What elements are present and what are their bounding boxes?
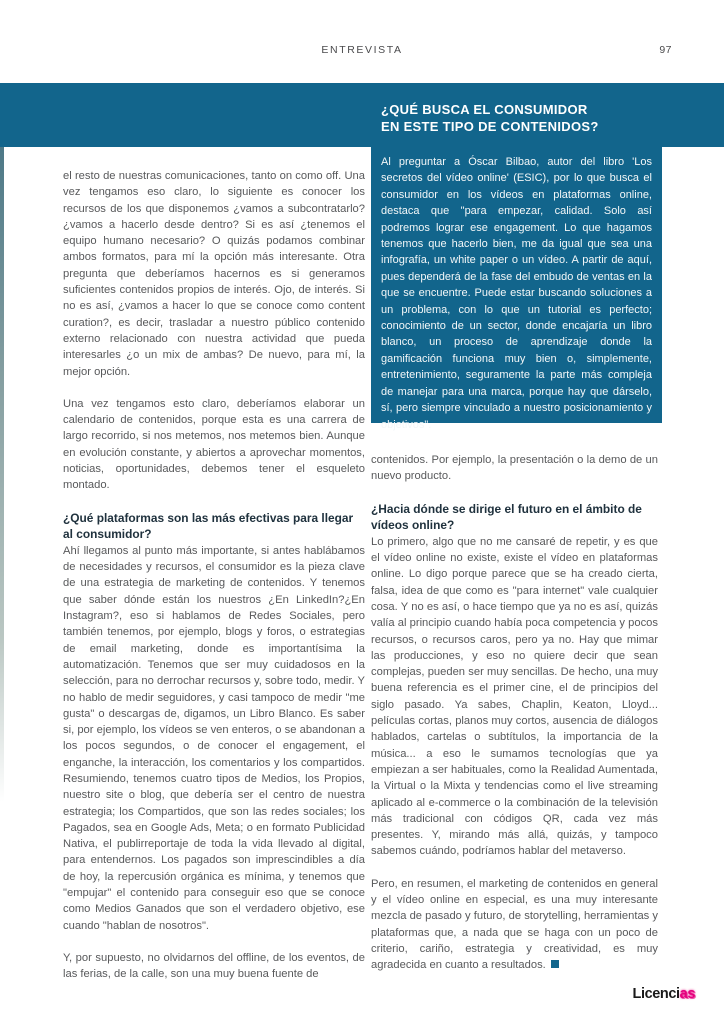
right-column xyxy=(371,452,658,990)
right-paragraph-3 xyxy=(371,876,658,974)
feature-box-title-line1: ¿QUÉ BUSCA EL CONSUMIDOR xyxy=(381,102,588,117)
left-paragraph-2: Una vez tengamos esto claro, deberíamos elaborar un calendario de contenidos, porque esta es una carrera de largo recorrido, si nos metemos, nos metemos bien. Aunque en evolución constante, y abiertos a aprovechar momentos, noticias, oportunidades, debemos tener el esqueleto montado. xyxy=(63,397,365,492)
page-edge-shadow xyxy=(0,147,4,802)
question-future: ¿Hacia dónde se dirige el futuro en el ámbito de vídeos online? xyxy=(371,501,642,533)
magazine-logo xyxy=(632,986,695,1002)
section-label: ENTREVISTA xyxy=(321,44,403,56)
page-number: 97 xyxy=(659,44,672,56)
left-paragraph-3: Ahí llegamos al punto más importante, si antes hablábamos de necesidades y recursos, el consumidor es la pieza clave de una estrategia de marketing de contenidos. Y tenemos que saber dónde están los nuestros ¿En LinkedIn?¿En Instagram?, eso si hablamos de Redes Sociales, pero también tenemos, por ejemplo, blogs y foros, o estrategias de email marketing, donde es importantísima la automatización. Tenemos que ser muy cuidadosos en la selección, para no derrochar recursos y, sobre todo, medir. Y no hablo de medir seguidores, y casi tampoco de medir "me gusta" o descargas de, digamos, un Libro Blanco. Es saber si, por ejemplo, los vídeos se ven enteros, o se abandonan a los pocos segundos, o de conocer el engagement, el enganche, la interacción, los comentarios y los compartidos. Resumiendo, tenemos cuatro tipos de Medios, los Propios, nuestro site o blog, que debería ser el centro de nuestra estrategia; los Compartidos, que son las redes sociales; los Pagados, sea en Google Ads, Meta; o en formato Publicidad Nativa, el publirreportaje de toda la vida llevado al digital, para entendernos. Los pagados son imprescindibles a día de hoy, la repercusión orgánica es mínima, y tenemos que "empujar" el contenido para conseguir eso que se conoce como Medios Ganados que son el verdadero objetivo, ese cuando "hablan de nosotros". xyxy=(63,544,365,932)
closing-paragraph-text: Pero, en resumen, el marketing de contenidos en general y el vídeo online en especial, es una muy interesante mezcla de pasado y futuro, de storytelling, herramientas y plataformas que, a nada que se haga con un poco de criterio, cariño, estrategia y creatividad, es muy agradecida en cuanto a resultados. xyxy=(371,877,658,972)
logo-text-black: Licenci xyxy=(632,986,680,1002)
left-paragraph-1: el resto de nuestras comunicaciones, tanto on como off. Una vez tengamos eso claro, lo siguiente es conocer los recursos de los que disponemos ¿vamos a subcontratarlo? ¿vamos a hacerlo desde dentro? Si es así ¿tenemos el equipo humano necesario? O quizás podamos combinar ambos formatos, para mí la opción más interesante. Otra pregunta que deberíamos hacernos es si generamos suficientes contenidos propios de interés. Ojo, de interés. Si no es así, ¿vamos a hacer lo que se conoce como content curation?, es decir, trasladar a nuestro público contenido externo relacionado con nuestra actividad que pueda interesarles ¿o un mix de ambas? De nuevo, para mí, la mejor opción. xyxy=(63,170,365,378)
left-column xyxy=(63,168,365,999)
question-platforms: ¿Qué plataformas son las más efectivas para llegar al consumidor? xyxy=(63,510,354,542)
feature-box-body: Al preguntar a Óscar Bilbao, autor del libro 'Los secretos del vídeo online' (ESIC), por lo que busca el consumidor en los vídeos en plataformas online, destaca que "para empezar, calidad. Solo así podremos lograr ese engagement. Lo que hagamos tenemos que hacerlo bien, me da igual que sea una infografía, un white paper o un vídeo. A partir de aquí, pues dependerá de la fase del embudo de ventas en la que se encuentre. Puede estar buscando soluciones a un problema, con lo que un tutorial es perfecto; conocimiento de un sector, donde encajaría un libro blanco, un proceso de aprendizaje donde la gamificación funciona muy bien o, simplemente, entretenimiento, seguramente la parte más compleja de manejar para una marca, porque hay que dárselo, sí, pero siempre vinculado a nuestro posicionamiento y objetivos". xyxy=(381,156,652,431)
right-paragraph-2: Lo primero, algo que no me cansaré de repetir, y es que el vídeo online no existe, existe el vídeo en plataformas online. Lo digo porque parece que se ha creado cierta, falsa, idea de que como es "para internet" vale cualquier cosa. Y no es así, o hace tiempo que ya no es así, quizás valía al principio cuando había poca competencia y pocos recursos, o recursos caros, pero ya no. Hay que mimar las producciones, y eso no quiere decir que sean complejas, pueden ser muy sencillas. De hecho, una muy buena referencia es el primer cine, el de principios del siglo pasado. Ya sabes, Chaplin, Keaton, Lloyd... películas cortas, planos muy cortos, ausencia de diálogos hablados, cartelas o subtítulos, la importancia de la música... a eso le sumamos tecnologías que ya empiezan a ser habituales, como la Realidad Aumentada, la Virtual o la Mixta y tendencias como el live streaming aplicado al e-commerce o la combinación de la televisión más tradicional con códigos QR, cada vez más presentes. Y, mirando más allá, quizás, y tampoco sabemos cuándo, podríamos hablar del metaverso. xyxy=(371,535,658,858)
right-paragraph-1: contenidos. Por ejemplo, la presentación o la demo de un nuevo producto. xyxy=(371,454,658,483)
feature-box-title-line2: EN ESTE TIPO DE CONTENIDOS? xyxy=(381,119,599,134)
feature-box-title xyxy=(381,101,652,135)
left-paragraph-4: Y, por supuesto, no olvidarnos del offline, de los eventos, de las ferias, de la calle, son una muy buena fuente de xyxy=(63,951,365,981)
feature-box xyxy=(371,83,662,431)
article-end-mark-icon xyxy=(551,960,559,968)
logo-text-pink: as xyxy=(679,986,695,1002)
